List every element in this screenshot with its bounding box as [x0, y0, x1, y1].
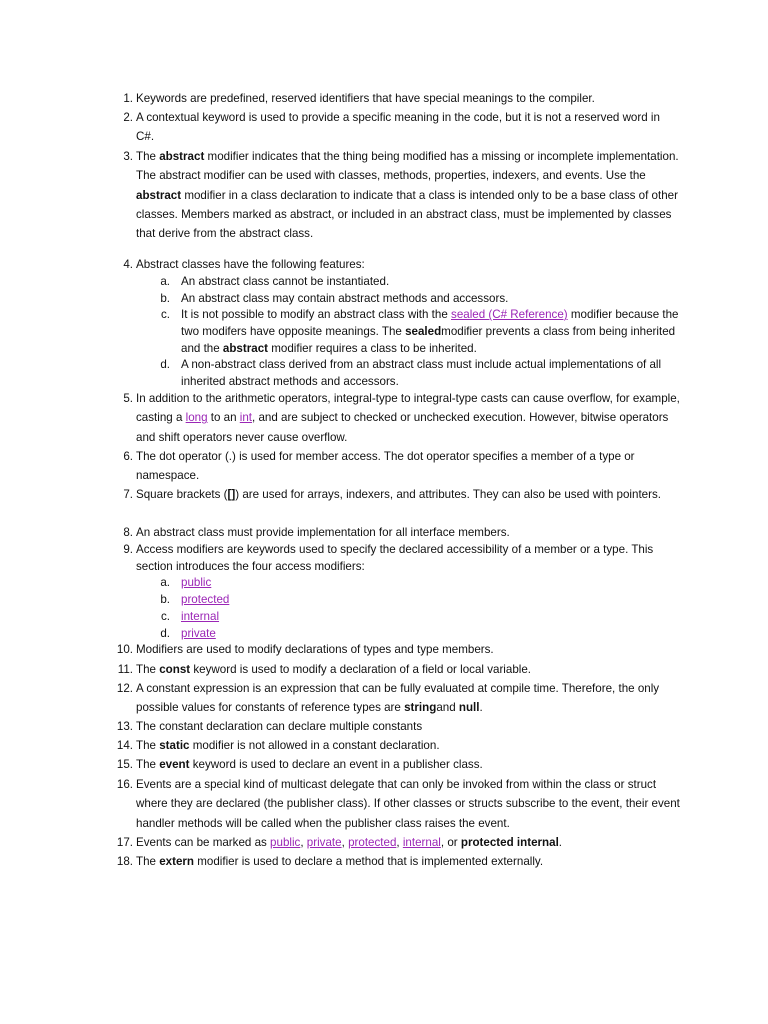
- list-item-16: [116, 775, 681, 833]
- sub-item-4c: [160, 306, 681, 357]
- sub-item-letter: c.: [160, 610, 170, 623]
- sub-item-letter: d.: [160, 627, 170, 640]
- item-text: Square brackets (: [136, 488, 228, 501]
- keyword-protected-internal: protected internal: [460, 836, 559, 849]
- item-number: 7.: [123, 488, 133, 501]
- sub-item-text: modifier requires a class to be inherited.: [268, 342, 477, 355]
- item-text: Events can be marked as: [136, 836, 271, 849]
- item-text: modifier is not allowed in a constant declaration.: [189, 739, 440, 752]
- list-item-13: [116, 717, 681, 736]
- item-text: The: [136, 758, 160, 771]
- item-text: ) are used for arrays, indexers, and attributes. They can also be used with pointers.: [235, 488, 662, 501]
- item-text: and: [436, 701, 459, 715]
- item-number: 17.: [116, 836, 133, 849]
- sub-item-letter: a.: [160, 275, 170, 288]
- item-number: 9.: [123, 543, 133, 556]
- list-item-3: [123, 147, 681, 243]
- item-number: 16.: [116, 778, 133, 791]
- sub-item-text: modifier prevents a class from being inherited and the: [181, 325, 676, 355]
- separator-text: ,: [341, 836, 349, 849]
- list-item-12: [116, 679, 681, 718]
- separator-text: , or: [440, 836, 461, 849]
- item-text: Modifiers are used to modify declarations of types and type members.: [136, 643, 494, 656]
- keyword-null: null: [458, 701, 480, 715]
- sealed-reference-link[interactable]: sealed (C# Reference): [451, 308, 568, 321]
- internal-link[interactable]: internal: [402, 836, 441, 849]
- separator-text: ,: [396, 836, 403, 849]
- long-link[interactable]: long: [185, 411, 208, 425]
- item-text: Events are a special kind of multicast delegate that can only be invoked from within the class or struct where they are declared (the publisher class). If other classes or structs subscribe to the event, their event handler methods will be called when the publisher class raises the event.: [136, 778, 680, 830]
- list-item-7: [123, 485, 681, 504]
- item-text: Abstract classes have the following features:: [136, 258, 365, 271]
- list-item-10: [116, 640, 681, 659]
- list-item-6: [123, 447, 681, 486]
- sub-item-4d: [160, 356, 681, 390]
- item-number: 8.: [123, 526, 133, 539]
- item-number: 14.: [116, 739, 133, 752]
- item-text: An abstract class must provide implementation for all interface members.: [136, 526, 510, 539]
- item-text: The: [136, 663, 160, 676]
- sub-item-letter: a.: [160, 576, 170, 589]
- private-link[interactable]: private: [306, 836, 342, 849]
- sub-item-letter: d.: [160, 358, 170, 371]
- item-number: 12.: [116, 682, 133, 695]
- sub-item-letter: c.: [160, 308, 170, 321]
- sub-item-4a: [160, 273, 681, 290]
- keyword-abstract: abstract: [159, 150, 205, 163]
- separator-text: ,: [300, 836, 307, 849]
- item-number: 1.: [123, 92, 133, 105]
- protected-link[interactable]: protected: [348, 836, 397, 849]
- keyword-extern: extern: [159, 855, 195, 868]
- sub-item-letter: b.: [160, 593, 170, 606]
- item-number: 4.: [123, 258, 133, 271]
- item-text: modifier indicates that the thing being modified has a missing or incomplete implementation. The abstract modifier can be used with classes, methods, properties, indexers, and events. Use the: [136, 150, 679, 183]
- item-text: The: [136, 150, 160, 163]
- list-item-2: [123, 108, 681, 147]
- item-text: , and are subject to checked or unchecked execution. However, bitwise operators and shift operators never cause overflow.: [136, 411, 669, 444]
- item-number: 10.: [116, 643, 133, 656]
- sub-item-text: An abstract class cannot be instantiated.: [181, 275, 390, 288]
- item-number: 2.: [123, 111, 133, 124]
- sub-item-9b: [160, 591, 681, 608]
- item-number: 6.: [123, 450, 133, 463]
- item-text: keyword is used to declare an event in a publisher class.: [189, 758, 483, 771]
- keyword-const: const: [159, 663, 191, 676]
- keyword-string: string: [404, 701, 437, 715]
- list-item-4: [123, 256, 681, 273]
- list-item-18: [116, 852, 681, 871]
- item-text: A contextual keyword is used to provide a specific meaning in the code, but it is not a reserved word in C#.: [136, 111, 660, 144]
- item-text: The dot operator (.) is used for member access. The dot operator specifies a member of a type or namespace.: [136, 450, 635, 483]
- item-text: to an: [207, 411, 240, 425]
- item-text: modifier is used to declare a method that is implemented externally.: [194, 855, 544, 868]
- sub-item-text: A non-abstract class derived from an abstract class must include actual implementations of all inherited abstract methods and accessors.: [181, 358, 662, 388]
- sub-item-text: An abstract class may contain abstract methods and accessors.: [181, 292, 509, 305]
- sub-item-9c: [160, 608, 681, 625]
- item-text: Access modifiers are keywords used to specify the declared accessibility of a member or a type. This section introduces the four access modifiers:: [136, 543, 654, 573]
- item-number: 18.: [116, 855, 133, 868]
- sub-item-letter: b.: [160, 292, 170, 305]
- keyword-event: event: [159, 758, 190, 771]
- item-text: modifier in a class declaration to indicate that a class is intended only to be a base class of other classes. Members marked as abstract, or included in an abstract class, must be implemented by classes that derive from the abstract class.: [136, 188, 678, 241]
- public-link[interactable]: public: [270, 836, 301, 849]
- sub-item-4b: [160, 290, 681, 307]
- item-number: 3.: [123, 150, 133, 163]
- item-number: 5.: [123, 392, 133, 405]
- list-item-11: [117, 660, 681, 679]
- sub-item-9a: [160, 574, 681, 591]
- private-link[interactable]: private: [181, 627, 216, 640]
- int-link[interactable]: int: [239, 411, 253, 425]
- item-text: A constant expression is an expression that can be fully evaluated at compile time. Therefore, the only possible values for constants of reference types are: [136, 682, 660, 715]
- list-item-14: [116, 736, 681, 755]
- list-item-17: [116, 833, 681, 852]
- sub-item-text: modifier because the two modifers have opposite meanings. The: [181, 308, 679, 338]
- item-text: keyword is used to modify a declaration of a field or local variable.: [190, 663, 532, 676]
- list-item-1: [123, 89, 681, 108]
- keyword-abstract: abstract: [136, 188, 182, 202]
- item-text: .: [479, 701, 483, 715]
- protected-link[interactable]: protected: [181, 593, 230, 606]
- list-item-9: [123, 541, 681, 575]
- brackets-symbol: []: [227, 488, 236, 501]
- item-number: 13.: [116, 720, 133, 733]
- item-text: The: [136, 855, 160, 868]
- item-text: In addition to the arithmetic operators, integral-type to integral-type casts can cause overflow, for example, casting a: [136, 392, 680, 425]
- list-item-8: [123, 524, 681, 541]
- list-item-5: [123, 389, 681, 447]
- item-text: Keywords are predefined, reserved identifiers that have special meanings to the compiler.: [136, 92, 595, 105]
- internal-link[interactable]: internal: [181, 610, 220, 623]
- sub-item-text: It is not possible to modify an abstract class with the: [181, 308, 452, 321]
- item-number: 15.: [116, 758, 133, 771]
- item-number: 11.: [117, 663, 133, 676]
- list-item-15: [116, 755, 681, 774]
- keyword-static: static: [159, 739, 190, 752]
- item-text: .: [558, 836, 563, 849]
- item-text: The constant declaration can declare multiple constants: [136, 720, 423, 733]
- public-link[interactable]: public: [181, 576, 212, 589]
- item-text: The: [136, 739, 160, 752]
- keyword-sealed: sealed: [405, 325, 442, 338]
- keyword-abstract: abstract: [222, 342, 269, 355]
